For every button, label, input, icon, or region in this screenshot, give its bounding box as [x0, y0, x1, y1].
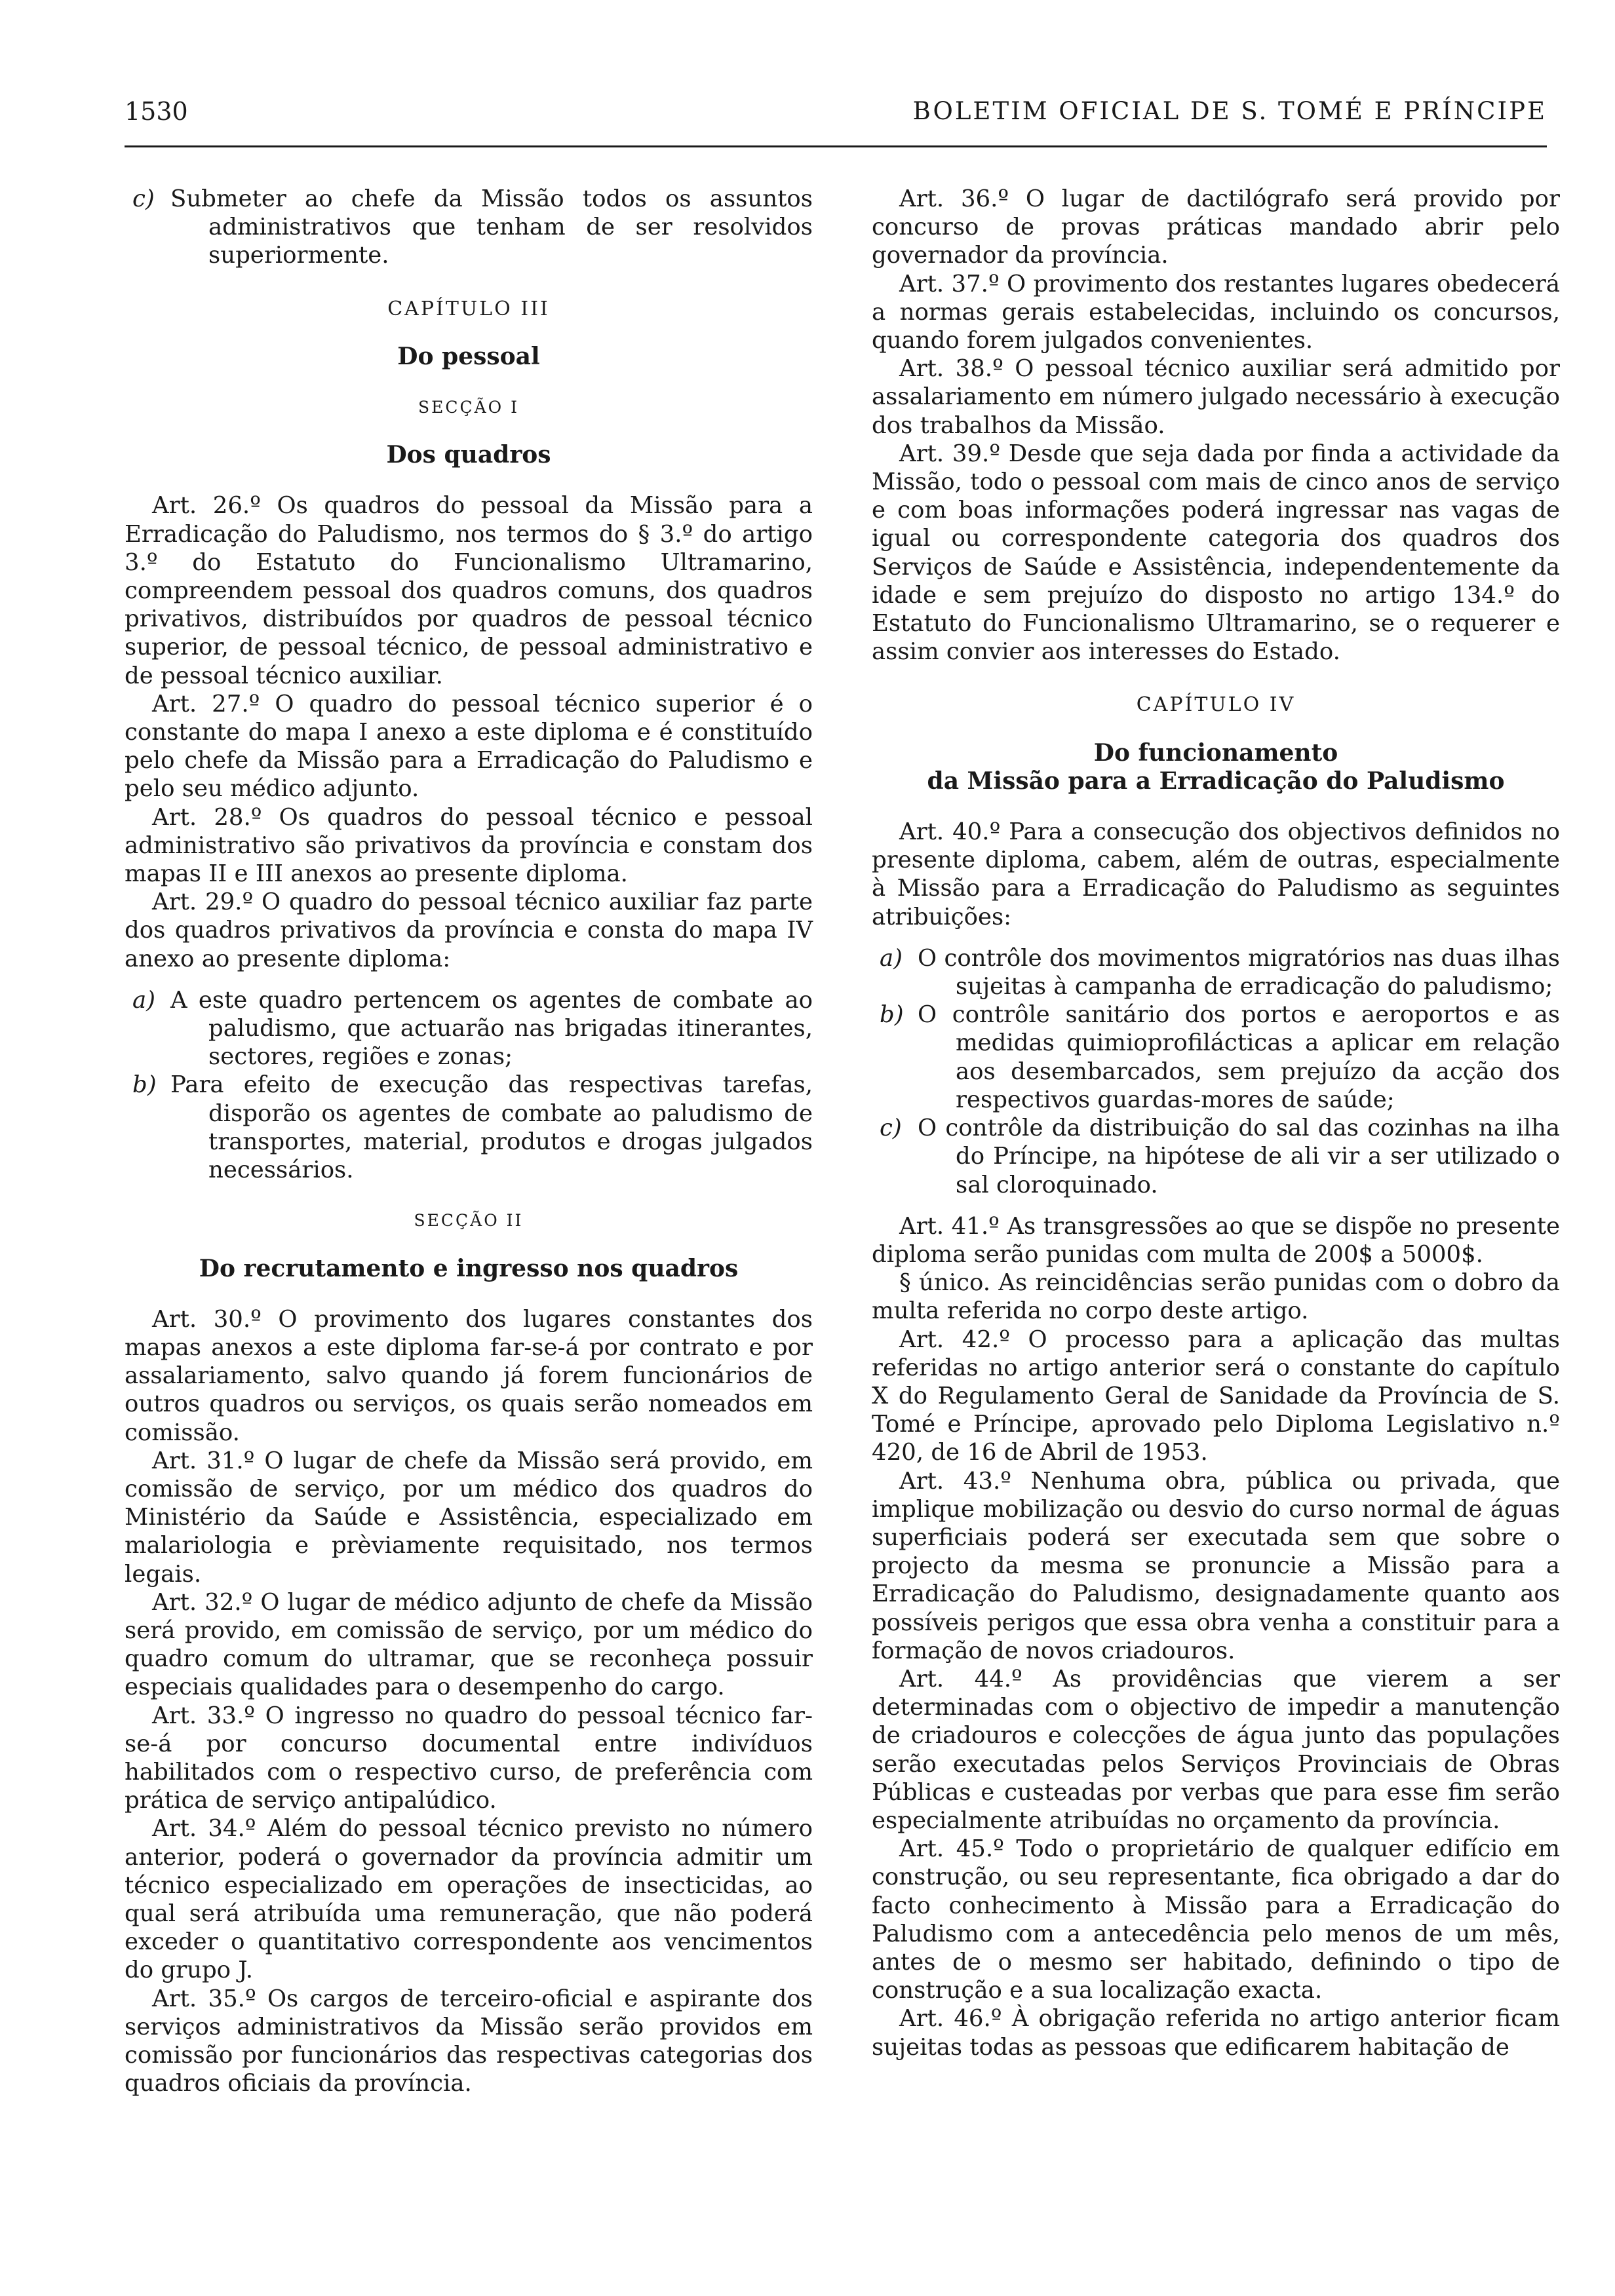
- article-36: Art. 36.º O lugar de dactilógrafo será provido por concurso de provas práticas mandado abrir pelo governador da província.: [872, 185, 1560, 269]
- article-27: Art. 27.º O quadro do pessoal técnico superior é o constante do mapa I anexo a este diploma e é constituído pelo chefe da Missão para a Erradicação do Paludismo e pelo seu médico adjunto.: [125, 690, 813, 803]
- list-item-a: [132, 986, 813, 1071]
- list-item-text: O contrôle da distribuição do sal das cozinhas na ilha do Príncipe, na hipótese de ali vir a ser utilizado o sal cloroquinado.: [918, 1115, 1560, 1198]
- article-33: Art. 33.º O ingresso no quadro do pessoal técnico far-se-á por concurso documental entre indivíduos habilitados com o respectivo curso, de preferência com prática de serviço antipalúdico.: [125, 1702, 813, 1814]
- article-35: Art. 35.º Os cargos de terceiro-oficial e aspirante dos serviços administrativos da Missão serão providos em comissão por funcionários das respectivas categorias dos quadros oficiais da província.: [125, 1985, 813, 2097]
- article-32: Art. 32.º O lugar de médico adjunto de chefe da Missão será provido, em comissão de serviço, por um médico do quadro comum do ultramar, que se reconheça possuir especiais qualidades para o desempenho do cargo.: [125, 1588, 813, 1701]
- list-item-a: [880, 944, 1560, 1001]
- chapter-title: Do funcionamento: [1093, 738, 1338, 767]
- list-marker: a): [880, 944, 903, 972]
- list-item-text: Submeter ao chefe da Missão todos os assuntos administrativos que tenham de ser resolvidos superiormente.: [170, 185, 813, 269]
- section-heading: SECÇÃO I: [418, 398, 519, 417]
- list-marker: c): [132, 185, 155, 212]
- article-37: Art. 37.º O provimento dos restantes lugares obedecerá a normas gerais estabelecidas, incluindo os concursos, quando forem julgados convenientes.: [872, 270, 1560, 354]
- article-34: Art. 34.º Além do pessoal técnico previsto no número anterior, poderá o governador da província admitir um técnico especializado em operações de insecticidas, ao qual será atribuída uma remuneração, que não poderá exceder o quantitativo correspondente aos vencimentos do grupo J.: [125, 1815, 813, 1984]
- article-40: Art. 40.º Para a consecução dos objectivos definidos no presente diploma, cabem, além de outras, especialmente à Missão para a Erradicação do Paludismo as seguintes atribuições:: [872, 818, 1560, 930]
- chapter-heading: CAPÍTULO III: [387, 297, 550, 320]
- list-item-c: [132, 185, 813, 270]
- article-42: Art. 42.º O processo para a aplicação das multas referidas no artigo anterior será o constante do capítulo X do Regulamento Geral de Sanidade da Província de S. Tomé e Príncipe, aprovado pelo Diploma Legislativo n.º 420, de 16 de Abril de 1953.: [872, 1326, 1560, 1466]
- article-45: Art. 45.º Todo o proprietário de qualquer edifício em construção, ou seu representante, fica obrigado a dar do facto conhecimento à Missão para a Erradicação do Paludismo com a antecedência pelo menos de um mês, antes de o mesmo ser habitado, definindo o tipo de construção e a sua localização exacta.: [872, 1835, 1560, 2004]
- article-41: Art. 41.º As transgressões ao que se dispõe no presente diploma serão punidas com multa de 200$ a 5000$.: [872, 1212, 1560, 1268]
- list-item-c: [880, 1114, 1560, 1199]
- page-number: 1530: [125, 97, 188, 126]
- left-column: [125, 185, 813, 2097]
- list-marker: a): [132, 986, 156, 1014]
- article-46: Art. 46.º À obrigação referida no artigo anterior ficam sujeitas todas as pessoas que edificarem habitação de: [872, 2005, 1560, 2061]
- list-item-text: A este quadro pertencem os agentes de combate ao paludismo, que actuarão nas brigadas itinerantes, sectores, regiões e zonas;: [170, 986, 813, 1071]
- chapter-heading: CAPÍTULO IV: [1136, 693, 1296, 717]
- article-44: Art. 44.º As providências que vierem a ser determinadas com o objectivo de impedir a manutenção de criadouros e colecções de água junto das populações serão executadas pelos Serviços Provinciais de Obras Públicas e custeadas por verbas que para esse fim serão especialmente atribuídas no orçamento da província.: [872, 1665, 1560, 1834]
- article-28: Art. 28.º Os quadros do pessoal técnico e pessoal administrativo são privativos da província e constam dos mapas II e III anexos ao presente diploma.: [125, 803, 813, 888]
- article-29: Art. 29.º O quadro do pessoal técnico auxiliar faz parte dos quadros privativos da província e consta do mapa IV anexo ao presente diploma:: [125, 889, 813, 972]
- running-title: BOLETIM OFICIAL DE S. TOMÉ E PRÍNCIPE: [912, 97, 1547, 125]
- list-marker: c): [880, 1115, 902, 1142]
- article-41-paragraph: § único. As reincidências serão punidas com o dobro da multa referida no corpo deste artigo.: [872, 1269, 1560, 1325]
- list-item-b: [132, 1071, 813, 1184]
- right-column: [872, 185, 1560, 2061]
- list-item-text: O contrôle dos movimentos migratórios nas duas ilhas sujeitas à campanha de erradicação do paludismo;: [918, 944, 1560, 1001]
- article-38: Art. 38.º O pessoal técnico auxiliar será admitido por assalariamento em número julgado necessário à execução dos trabalhos da Missão.: [872, 355, 1560, 439]
- list-item-text: Para efeito de execução das respectivas tarefas, disporão os agentes de combate ao paludismo de transportes, material, produtos e drogas julgados necessários.: [170, 1071, 813, 1184]
- section-title: Dos quadros: [386, 441, 551, 469]
- list-marker: b): [132, 1071, 157, 1099]
- article-39: Art. 39.º Desde que seja dada por finda a actividade da Missão, todo o pessoal com mais de cinco anos de serviço e com boas informações poderá ingressar nas vagas de igual ou correspondente categoria dos quadros dos Serviços de Saúde e Assistência, independentemente da idade e sem prejuízo do disposto no artigo 134.º do Estatuto do Funcionalismo Ultramarino, se o requerer e assim convier aos interesses do Estado.: [872, 440, 1560, 666]
- chapter-title-continued: da Missão para a Erradicação do Paludismo: [927, 767, 1505, 795]
- list-marker: b): [880, 1001, 904, 1029]
- section-title: Do recrutamento e ingresso nos quadros: [199, 1254, 739, 1282]
- page-header: [125, 97, 1547, 143]
- section-heading: SECÇÃO II: [414, 1211, 524, 1231]
- chapter-title: Do pessoal: [397, 342, 540, 370]
- article-43: Art. 43.º Nenhuma obra, pública ou privada, que implique mobilização ou desvio do curso normal de águas superficiais poderá ser executada sem que sobre o projecto da mesma se pronuncie a Missão para a Erradicação do Paludismo, designadamente quanto aos possíveis perigos que essa obra venha a constituir para a formação de novos criadouros.: [872, 1467, 1560, 1664]
- article-30: Art. 30.º O provimento dos lugares constantes dos mapas anexos a este diploma far-se-á por contrato e por assalariamento, salvo quando já forem funcionários de outros quadros ou serviços, os quais serão nomeados em comissão.: [125, 1305, 813, 1446]
- article-31: Art. 31.º O lugar de chefe da Missão será provido, em comissão de serviço, por um médico dos quadros do Ministério da Saúde e Assistência, especializado em malariologia e prèviamente requisitado, nos termos legais.: [125, 1447, 813, 1588]
- list-item-text: O contrôle sanitário dos portos e aeroportos e as medidas quimioprofilácticas a aplicar em relação aos desembarcados, sem prejuízo da acção dos respectivos guardas-mores de saúde;: [918, 1001, 1560, 1113]
- header-rule: [125, 145, 1547, 147]
- article-26: Art. 26.º Os quadros do pessoal da Missão para a Erradicação do Paludismo, nos termos do § 3.º do artigo 3.º do Estatuto do Funcionalismo Ultramarino, compreendem pessoal dos quadros comuns, dos quadros privativos, distribuídos por quadros de pessoal técnico superior, de pessoal técnico, de pessoal administrativo e de pessoal técnico auxiliar.: [125, 492, 813, 689]
- list-item-b: [880, 1001, 1560, 1114]
